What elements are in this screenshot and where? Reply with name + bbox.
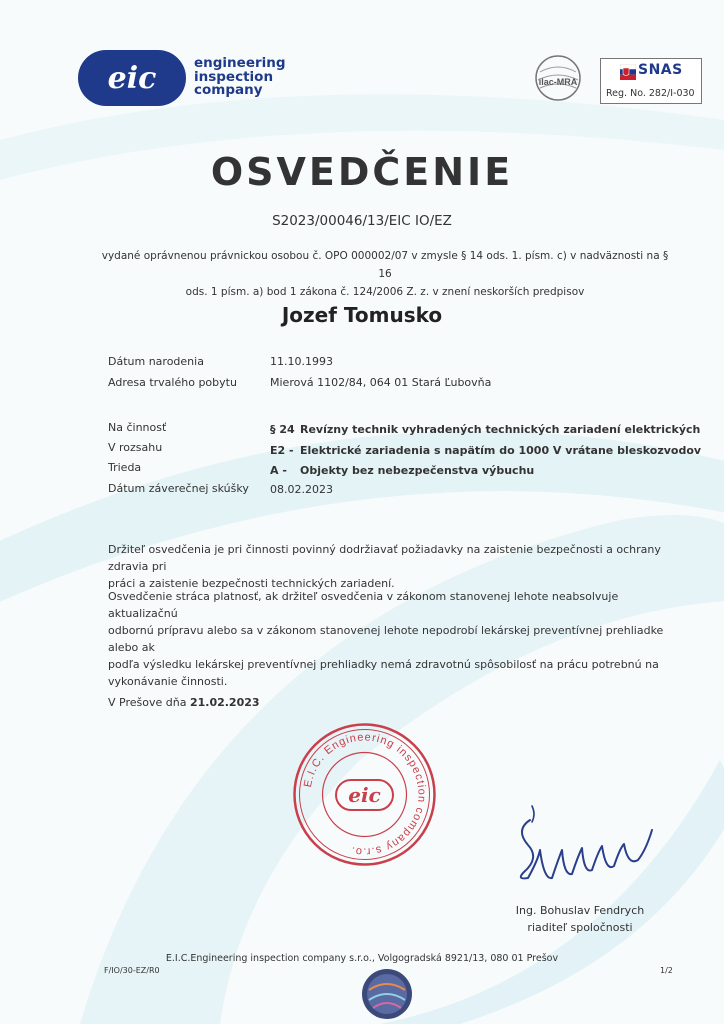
birth-date-value: 11.10.1993	[270, 355, 333, 368]
snas-name: SNAS	[638, 62, 683, 78]
logo-line-3: company	[194, 82, 263, 98]
signer-block	[480, 902, 680, 936]
activity-code: § 24	[270, 423, 295, 436]
logo-mark: eic	[107, 61, 157, 96]
class-label: Trieda	[108, 461, 142, 474]
range-code: E2 -	[270, 444, 294, 457]
issued-line-2: ods. 1 písm. a) bod 1 zákona č. 124/2006 Z. z. v znení neskorších predpisov	[185, 286, 585, 298]
logo-line-1: engineering	[194, 55, 286, 71]
document-number: S2023/00046/13/EIC IO/EZ	[272, 213, 452, 229]
issued-line-1: vydané oprávnenou právnickou osobou č. OPO 000002/07 v zmysle § 14 ods. 1. písm. c) v nadväznosti na § 16	[101, 250, 669, 280]
ilac-text: ilac-MRA	[538, 77, 578, 87]
obligation-paragraph	[108, 541, 678, 592]
logo-wordmark	[194, 57, 286, 98]
para2-line-4: vykonávanie činnosti.	[108, 675, 228, 688]
place-and-date	[108, 696, 260, 709]
class-code: A -	[270, 464, 287, 477]
company-stamp	[292, 722, 437, 867]
ilac-mra-logo	[530, 54, 586, 104]
stamp-center-text: eic	[348, 783, 381, 807]
issued-by-text	[95, 247, 675, 301]
snas-reg-number: Reg. No. 282/I-030	[606, 88, 695, 99]
birth-date-label: Dátum narodenia	[108, 355, 204, 368]
logo-line-2: inspection	[194, 68, 274, 85]
para1-line-2: práci a zaistenie bezpečnosti technických zariadení.	[108, 577, 395, 590]
handwritten-signature	[510, 800, 660, 895]
validity-paragraph	[108, 588, 678, 690]
stamp-ring-text: E.I.C. Engineering inspection company s.r.o.	[301, 731, 428, 858]
para2-line-2: odbornú prípravu alebo sa v zákonom stanovenej lehote nepodrobí lekárskej preventívnej prehliadke alebo ak	[108, 624, 664, 654]
address-value: Mierová 1102/84, 064 01 Stará Ľubovňa	[270, 376, 492, 389]
para2-line-3: podľa výsledku lekárskej preventívnej prehliadky nemá zdravotnú spôsobilosť na prácu potrebnú na	[108, 658, 659, 671]
form-code: F/IO/30-EZ/R0	[104, 966, 160, 975]
class-description: Objekty bez nebezpečenstva výbuchu	[300, 464, 535, 477]
issue-date: 21.02.2023	[189, 696, 260, 709]
place-prefix: V Prešove dňa	[108, 696, 187, 709]
range-description: Elektrické zariadenia s napätím do 1000 V vrátane bleskozvodov	[300, 444, 702, 457]
security-hologram	[361, 968, 413, 1020]
address-label: Adresa trvalého pobytu	[108, 376, 237, 389]
range-label: V rozsahu	[108, 441, 163, 454]
exam-date-label: Dátum záverečnej skúšky	[108, 482, 249, 495]
activity-description: Revízny technik vyhradených technických zariadení elektrických	[300, 423, 701, 436]
page-number: 1/2	[660, 966, 673, 975]
document-title: OSVEDČENIE	[210, 150, 514, 194]
para2-line-1: Osvedčenie stráca platnosť, ak držiteľ osvedčenia v zákonom stanovenej lehote neabsolvuje aktualizačnú	[108, 590, 619, 620]
activity-label: Na činnosť	[108, 421, 167, 434]
exam-date-value: 08.02.2023	[270, 483, 333, 496]
para1-line-1: Držiteľ osvedčenia je pri činnosti povinný dodržiavať požiadavky na zaistenie bezpečnosti a ochrany zdravia pri	[108, 543, 661, 573]
eic-logo-badge	[78, 50, 186, 106]
slovak-flag-icon	[620, 64, 636, 80]
signer-name: Ing. Bohuslav Fendrych	[515, 904, 645, 917]
holder-name: Jozef Tomusko	[281, 303, 443, 327]
footer-company-line: E.I.C.Engineering inspection company s.r.o., Volgogradská 8921/13, 080 01 Prešov	[165, 953, 559, 964]
signer-role: riaditeľ spoločnosti	[527, 921, 633, 934]
